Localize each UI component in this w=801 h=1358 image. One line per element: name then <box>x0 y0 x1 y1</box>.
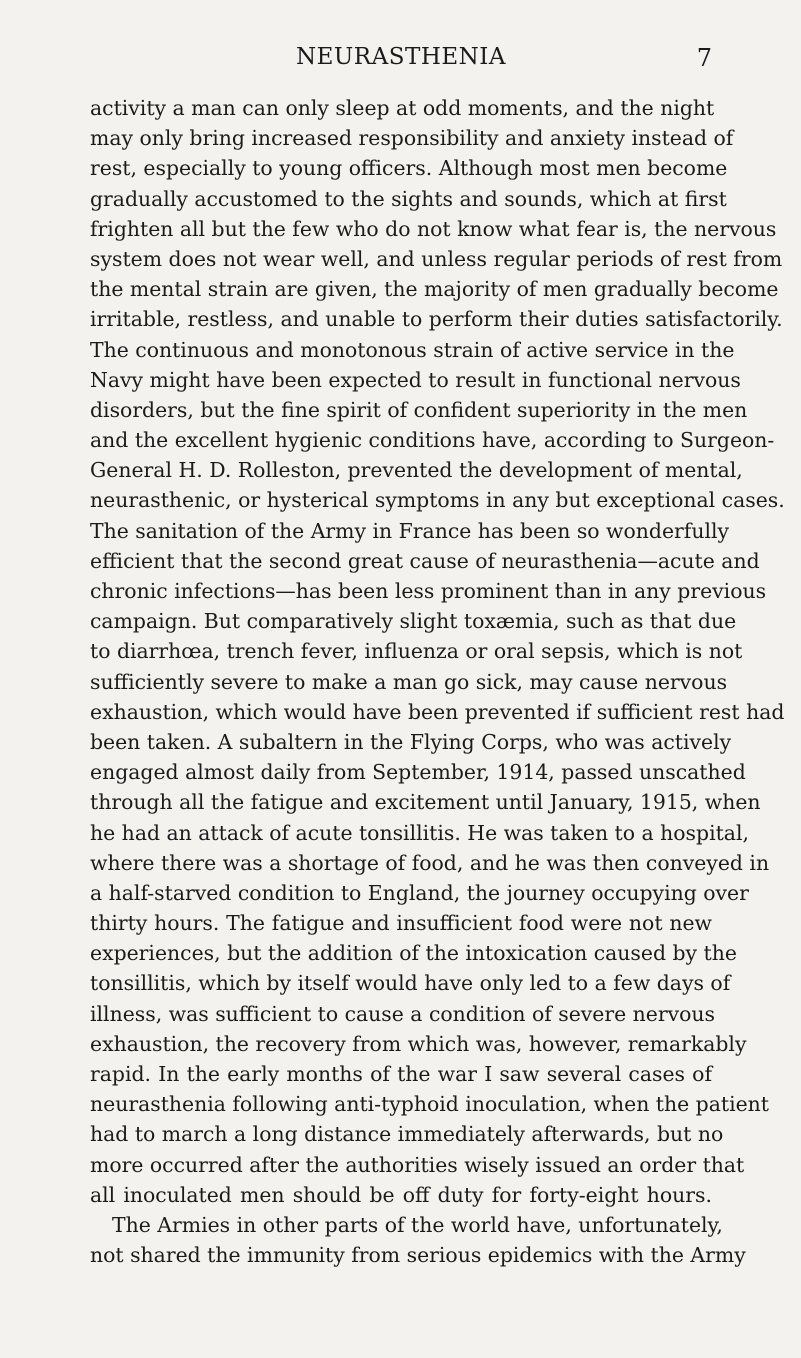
text-line: illness, was sufficient to cause a condition of severe nervous <box>90 1001 716 1026</box>
text-line: exhaustion, which would have been prevented if sufficient rest had <box>90 699 785 724</box>
text-line: tonsillitis, which by itself would have only led to a few days of <box>90 971 731 996</box>
text-line: to diarrhœa, trench fever, influenza or oral sepsis, which is not <box>90 639 743 664</box>
running-head <box>90 44 712 74</box>
text-line: efficient that the second great cause of neurasthenia—acute and <box>90 548 760 573</box>
text-line: neurasthenia following anti-typhoid inoculation, when the patient <box>90 1092 770 1117</box>
text-line: The sanitation of the Army in France has been so wonderfully <box>90 518 730 543</box>
text-line: gradually accustomed to the sights and sounds, which at first <box>90 186 727 211</box>
text-line: exhaustion, the recovery from which was, however, remarkably <box>90 1031 747 1056</box>
text-line: rapid. In the early months of the war I saw several cases of <box>90 1062 712 1086</box>
text-line: chronic infections—has been less prominent than in any previous <box>90 579 767 603</box>
text-line: not shared the immunity from serious epidemics with the Army <box>90 1243 746 1268</box>
text-line: engaged almost daily from September, 1914, passed unscathed <box>90 760 746 785</box>
text-line: neurasthenic, or hysterical symptoms in any but exceptional cases. <box>90 488 785 513</box>
text-line: may only bring increased responsibility and anxiety instead of <box>90 126 734 151</box>
text-line: campaign. But comparatively slight toxæmia, such as that due <box>90 609 737 634</box>
text-line: through all the fatigue and excitement until January, 1915, when <box>90 790 761 815</box>
text-line: rest, especially to young officers. Although most men become <box>90 156 728 181</box>
text-line: more occurred after the authorities wisely issued an order that <box>90 1152 745 1177</box>
text-line: sufficiently severe to make a man go sick, may cause nervous <box>90 669 728 694</box>
text-line: irritable, restless, and unable to perform their duties satisfactorily. <box>90 307 783 332</box>
text-line: frighten all but the few who do not know what fear is, the nervous <box>90 216 777 241</box>
text-line: been taken. A subaltern in the Flying Corps, who was actively <box>90 729 732 754</box>
text-line: thirty hours. The fatigue and insufficient food were not new <box>90 911 712 936</box>
text-line: The Armies in other parts of the world have, unfortunately, <box>112 1212 723 1237</box>
text-line: he had an attack of acute tonsillitis. He was taken to a hospital, <box>90 820 749 845</box>
text-line: all inoculated men should be off duty for forty-eight hours. <box>90 1182 712 1207</box>
text-line: activity a man can only sleep at odd moments, and the night <box>90 96 715 120</box>
text-line: and the excellent hygienic conditions have, according to Surgeon- <box>90 428 775 453</box>
text-line: the mental strain are given, the majority of men gradually become <box>90 277 779 302</box>
text-line: Navy might have been expected to result in functional nervous <box>90 367 741 392</box>
text-line: where there was a shortage of food, and he was then conveyed in <box>90 850 770 875</box>
text-line: had to march a long distance immediately afterwards, but no <box>90 1122 724 1147</box>
text-line: disorders, but the fine spirit of confident superiority in the men <box>90 397 748 422</box>
text-line: a half-starved condition to England, the journey occupying over <box>90 880 749 905</box>
text-line: system does not wear well, and unless regular periods of rest from <box>90 246 783 271</box>
running-title: NEURASTHENIA <box>296 44 506 70</box>
text-line: The continuous and monotonous strain of active service in the <box>90 337 735 362</box>
text-line: General H. D. Rolleston, prevented the development of mental, <box>90 458 743 483</box>
text-line: experiences, but the addition of the intoxication caused by the <box>90 941 737 966</box>
page-number: 7 <box>696 44 712 72</box>
body-text <box>90 93 785 1270</box>
